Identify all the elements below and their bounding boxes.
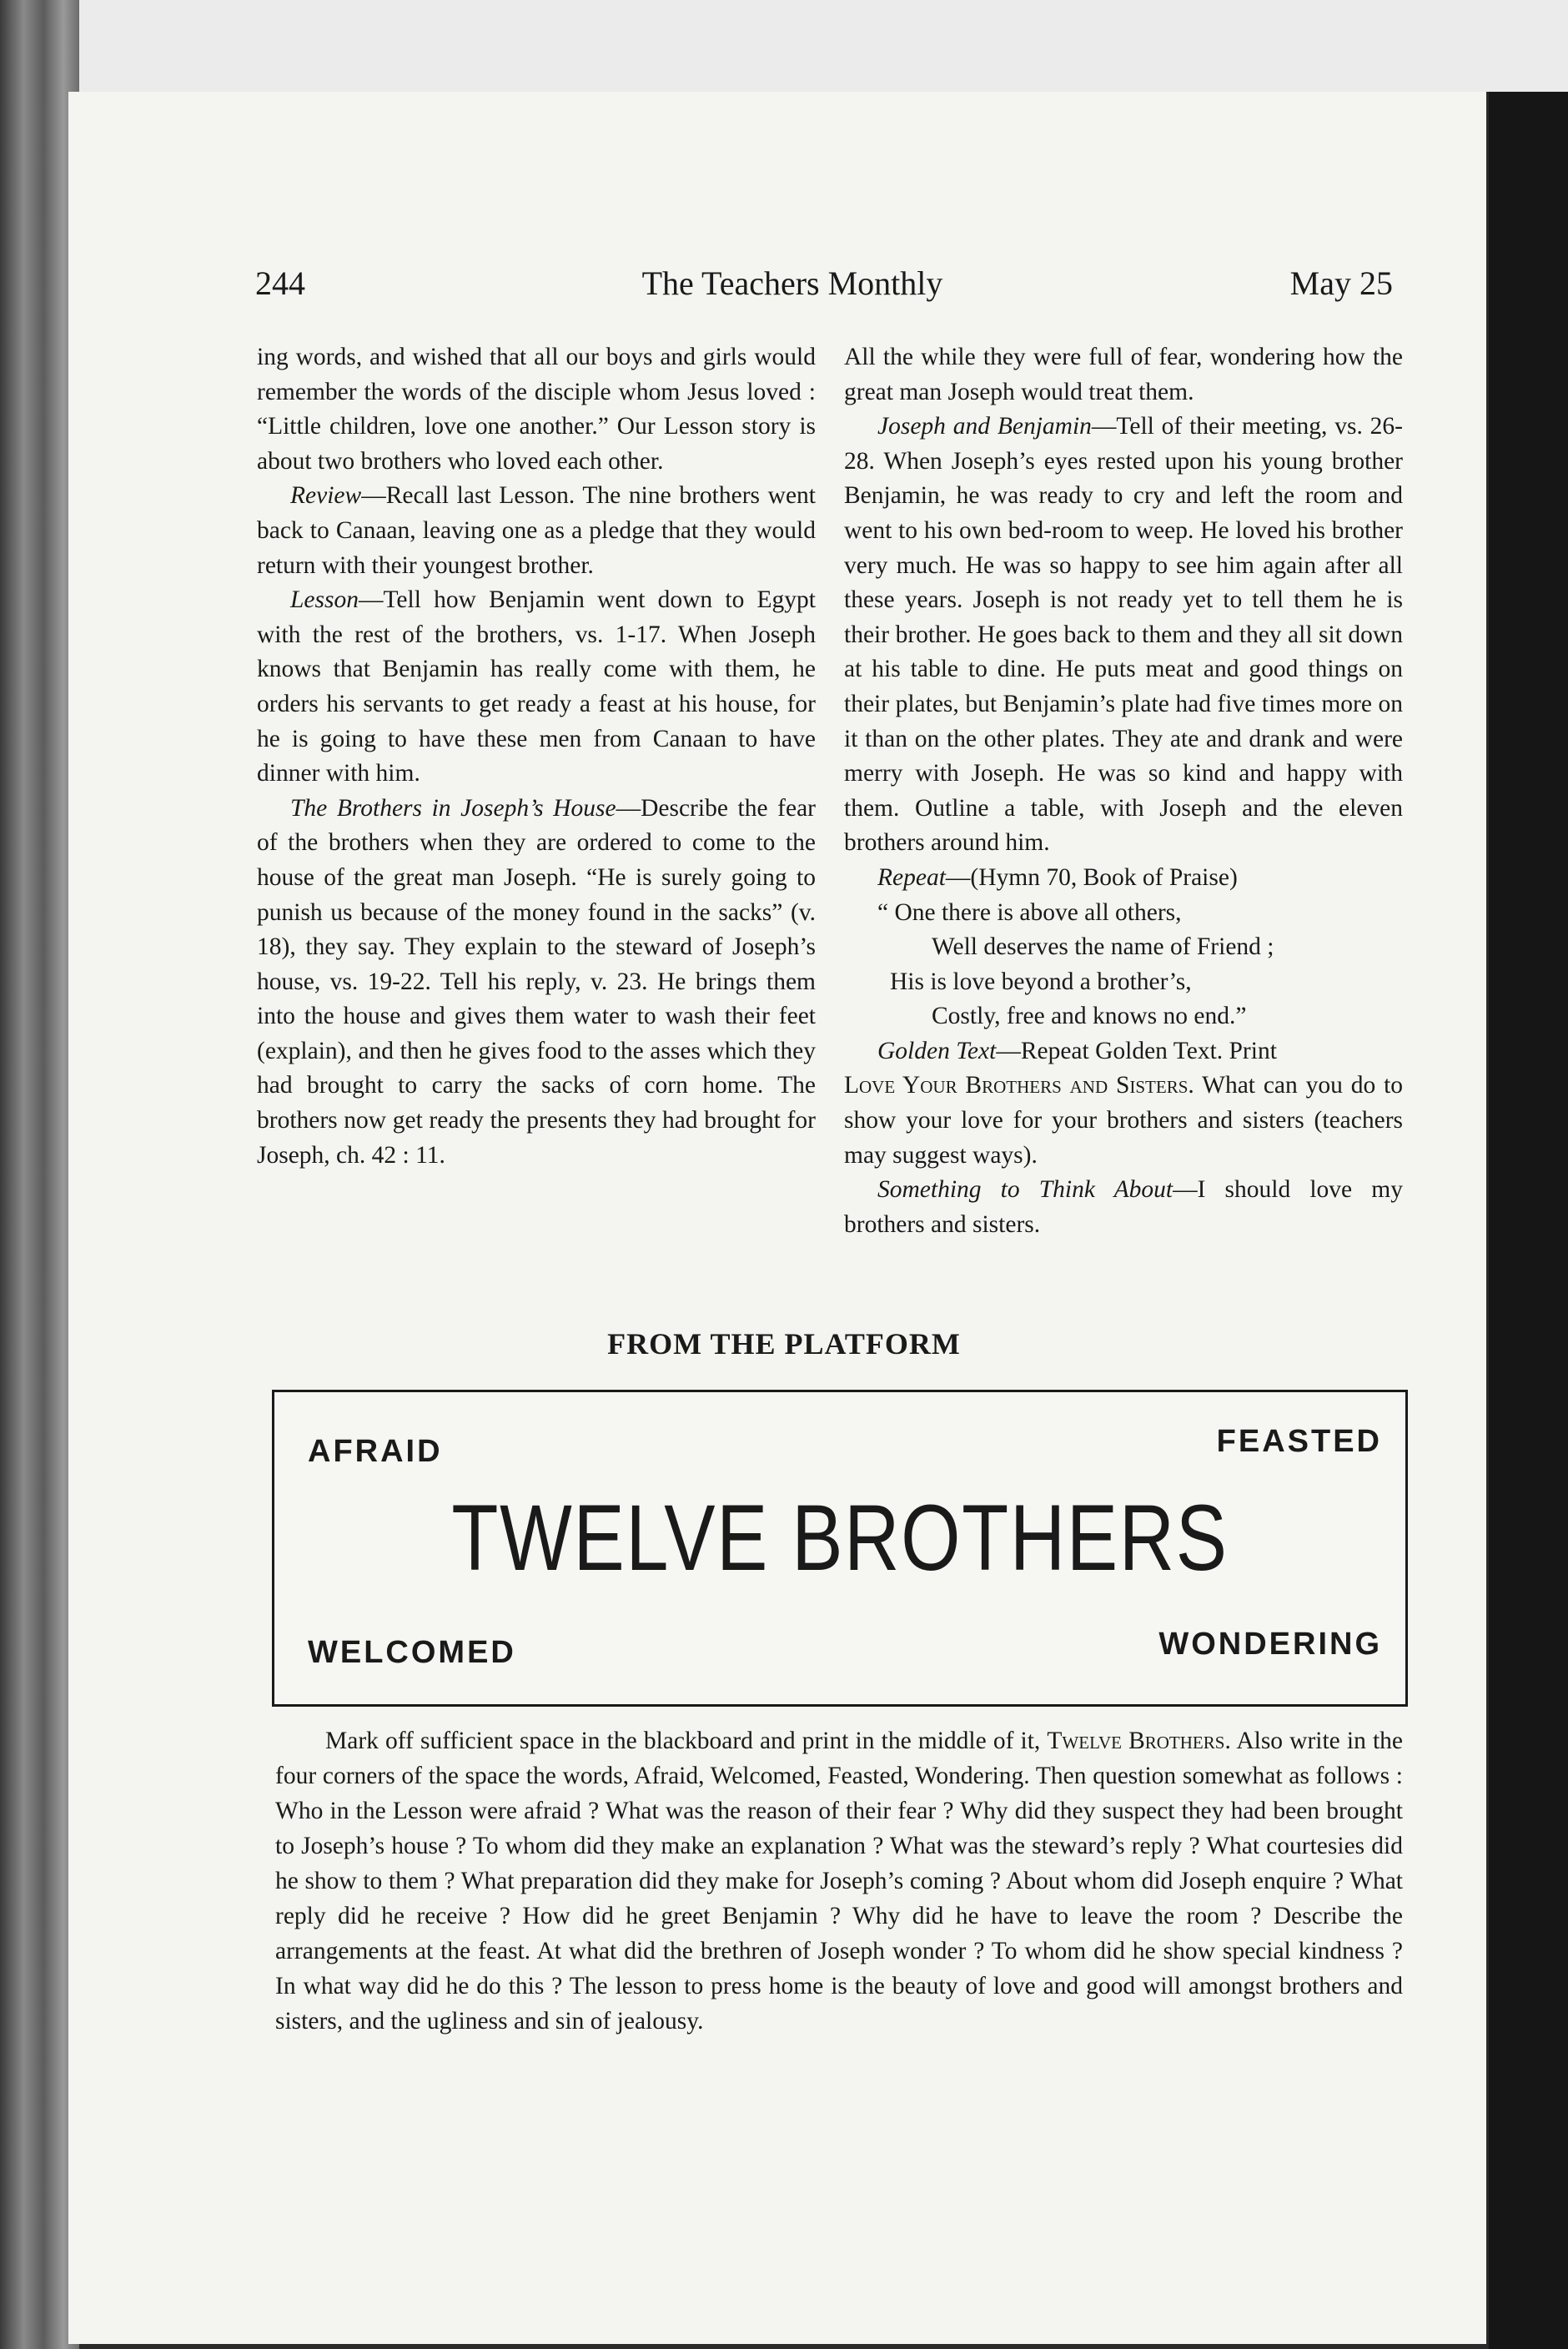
paragraph: All the while they were full of fear, wondering how the great man Joseph would treat them. <box>844 344 1403 405</box>
paragraph-text: Mark off sufficient space in the blackboard and print in the middle of it, <box>325 1728 1048 1754</box>
section-label: Lesson <box>290 586 359 614</box>
left-column <box>257 340 816 1173</box>
corner-word-welcomed: WELCOMED <box>308 1635 516 1670</box>
running-header <box>183 259 1401 309</box>
page-number: 244 <box>255 264 305 302</box>
hymn-line: “ One there is above all others, <box>877 898 1182 926</box>
small-caps-term: Twelve Brothers <box>1047 1728 1225 1754</box>
right-column <box>844 340 1403 1242</box>
section-label: The Brothers in Joseph’s House <box>290 794 616 822</box>
paragraph-text: —Tell how Benjamin went down to Egypt with the rest of the brothers, vs. 1-17. When Joseph knows that Benjamin has really come with them, he orders his servants to get ready a feast at his house, for he is going to have these men from Canaan to have dinner with him. <box>257 586 816 787</box>
section-label: Review <box>290 482 362 510</box>
journal-title: The Teachers Monthly <box>641 264 943 302</box>
paragraph-text: —Describe the fear of the brothers when they are ordered to come to the house of the great man Joseph. “He is surely going to punish us because of the money found in the sacks” (v. 18), they say. They explain to the steward of Joseph’s house, vs. 19-22. Tell his reply, v. 23. He brings them into the house and gives them water to wash their feet (explain), and then he gives food to the asses which they had brought to carry the sacks of corn home. The brothers now get ready the presents they had brought for Joseph, ch. 42 : 11. <box>257 794 816 1169</box>
paragraph-text: What can you do to show your love for your brothers and sisters (teachers may suggest ways). <box>844 1072 1404 1169</box>
paragraph-text: —Recall last Lesson. The nine brothers went back to Canaan, leaving one as a pledge that they would return with their youngest brother. <box>257 482 816 579</box>
paragraph-repeat <box>844 861 1403 896</box>
paragraph-brothers-house <box>257 792 816 1174</box>
platform-heading: FROM THE PLATFORM <box>607 1327 961 1361</box>
paragraph-text: —Tell of their meeting, vs. 26-28. When Joseph’s eyes rested upon his young brother Benjamin, he was ready to cry and left the room and went to his own bed-room to weep. He loved his brother very much. He was so happy to see him again after all these years. Joseph is not ready yet to tell them he is their brother. He goes back to them and they all sit down at his table to dine. He puts meat and good things on their plates, but Benjamin’s plate had five times more on it than on the other plates. They ate and drank and were merry with Joseph. He was so kind and happy with them. Outline a table, with Joseph and the eleven brothers around him. <box>844 413 1403 857</box>
corner-word-afraid: AFRAID <box>308 1434 443 1469</box>
hymn-verse <box>844 896 1403 1034</box>
hymn-line: Costly, free and knows no end.” <box>932 1003 1247 1030</box>
paragraph: ing words, and wished that all our boys and girls would remember the words of the disciple whom Jesus loved : “Little children, love one another.” Our Lesson story is about two brothers who loved each other. <box>257 344 816 475</box>
section-label: Golden Text <box>877 1037 997 1064</box>
paragraph-text: . Also write in the four corners of the space the words, Afraid, Welcomed, Feasted, Wondering. Then question somewhat as follows : Who in the Lesson were afraid ? What was the reason of their fear ? Why did they suspect they had been brought to Joseph’s house ? To whom did they make an explanation ? What was the steward’s reply ? What courtesies did he show to them ? What preparation did they make for Joseph’s coming ? About whom did Joseph enquire ? What reply did he receive ? How did he greet Benjamin ? Why did he have to leave the room ? Describe the arrangements at the feast. At what did the brethren of Joseph wonder ? To whom did he show special kindness ? In what way did he do this ? The lesson to press home is the beauty of love and good will amongst brothers and sisters, and the ugliness and sin of jealousy. <box>275 1728 1404 2035</box>
platform-instructions <box>275 1723 1403 2039</box>
scan-top-edge <box>0 0 1568 92</box>
paragraph-text: —I should love my brothers and sisters. <box>844 1176 1403 1238</box>
paragraph-golden-text <box>844 1034 1403 1173</box>
golden-text-caps: Love Your Brothers and Sisters. <box>844 1072 1194 1099</box>
book-spine <box>0 0 79 2349</box>
paragraph-joseph-benjamin <box>844 410 1403 861</box>
section-label: Joseph and Benjamin <box>877 413 1092 440</box>
board-center-title: TWELVE BROTHERS <box>451 1486 1229 1590</box>
paragraph-text: —(Hymn 70, Book of Praise) <box>945 863 1238 891</box>
corner-word-feasted: FEASTED <box>1216 1424 1382 1459</box>
paragraph <box>275 1723 1403 2039</box>
paragraph-review <box>257 479 816 583</box>
issue-date: May 25 <box>1289 264 1393 302</box>
hymn-line: Well deserves the name of Friend ; <box>932 933 1274 961</box>
section-label: Something to Think About <box>877 1176 1173 1204</box>
scan-right-edge <box>1489 92 1568 2349</box>
corner-word-wondering: WONDERING <box>1158 1627 1382 1662</box>
paragraph-text: —Repeat Golden Text. Print <box>996 1037 1277 1064</box>
section-label: Repeat <box>877 863 946 891</box>
hymn-line: His is love beyond a brother’s, <box>890 968 1192 995</box>
paragraph-lesson <box>257 583 816 792</box>
blackboard-diagram <box>272 1390 1408 1707</box>
paragraph-think-about <box>844 1173 1403 1242</box>
